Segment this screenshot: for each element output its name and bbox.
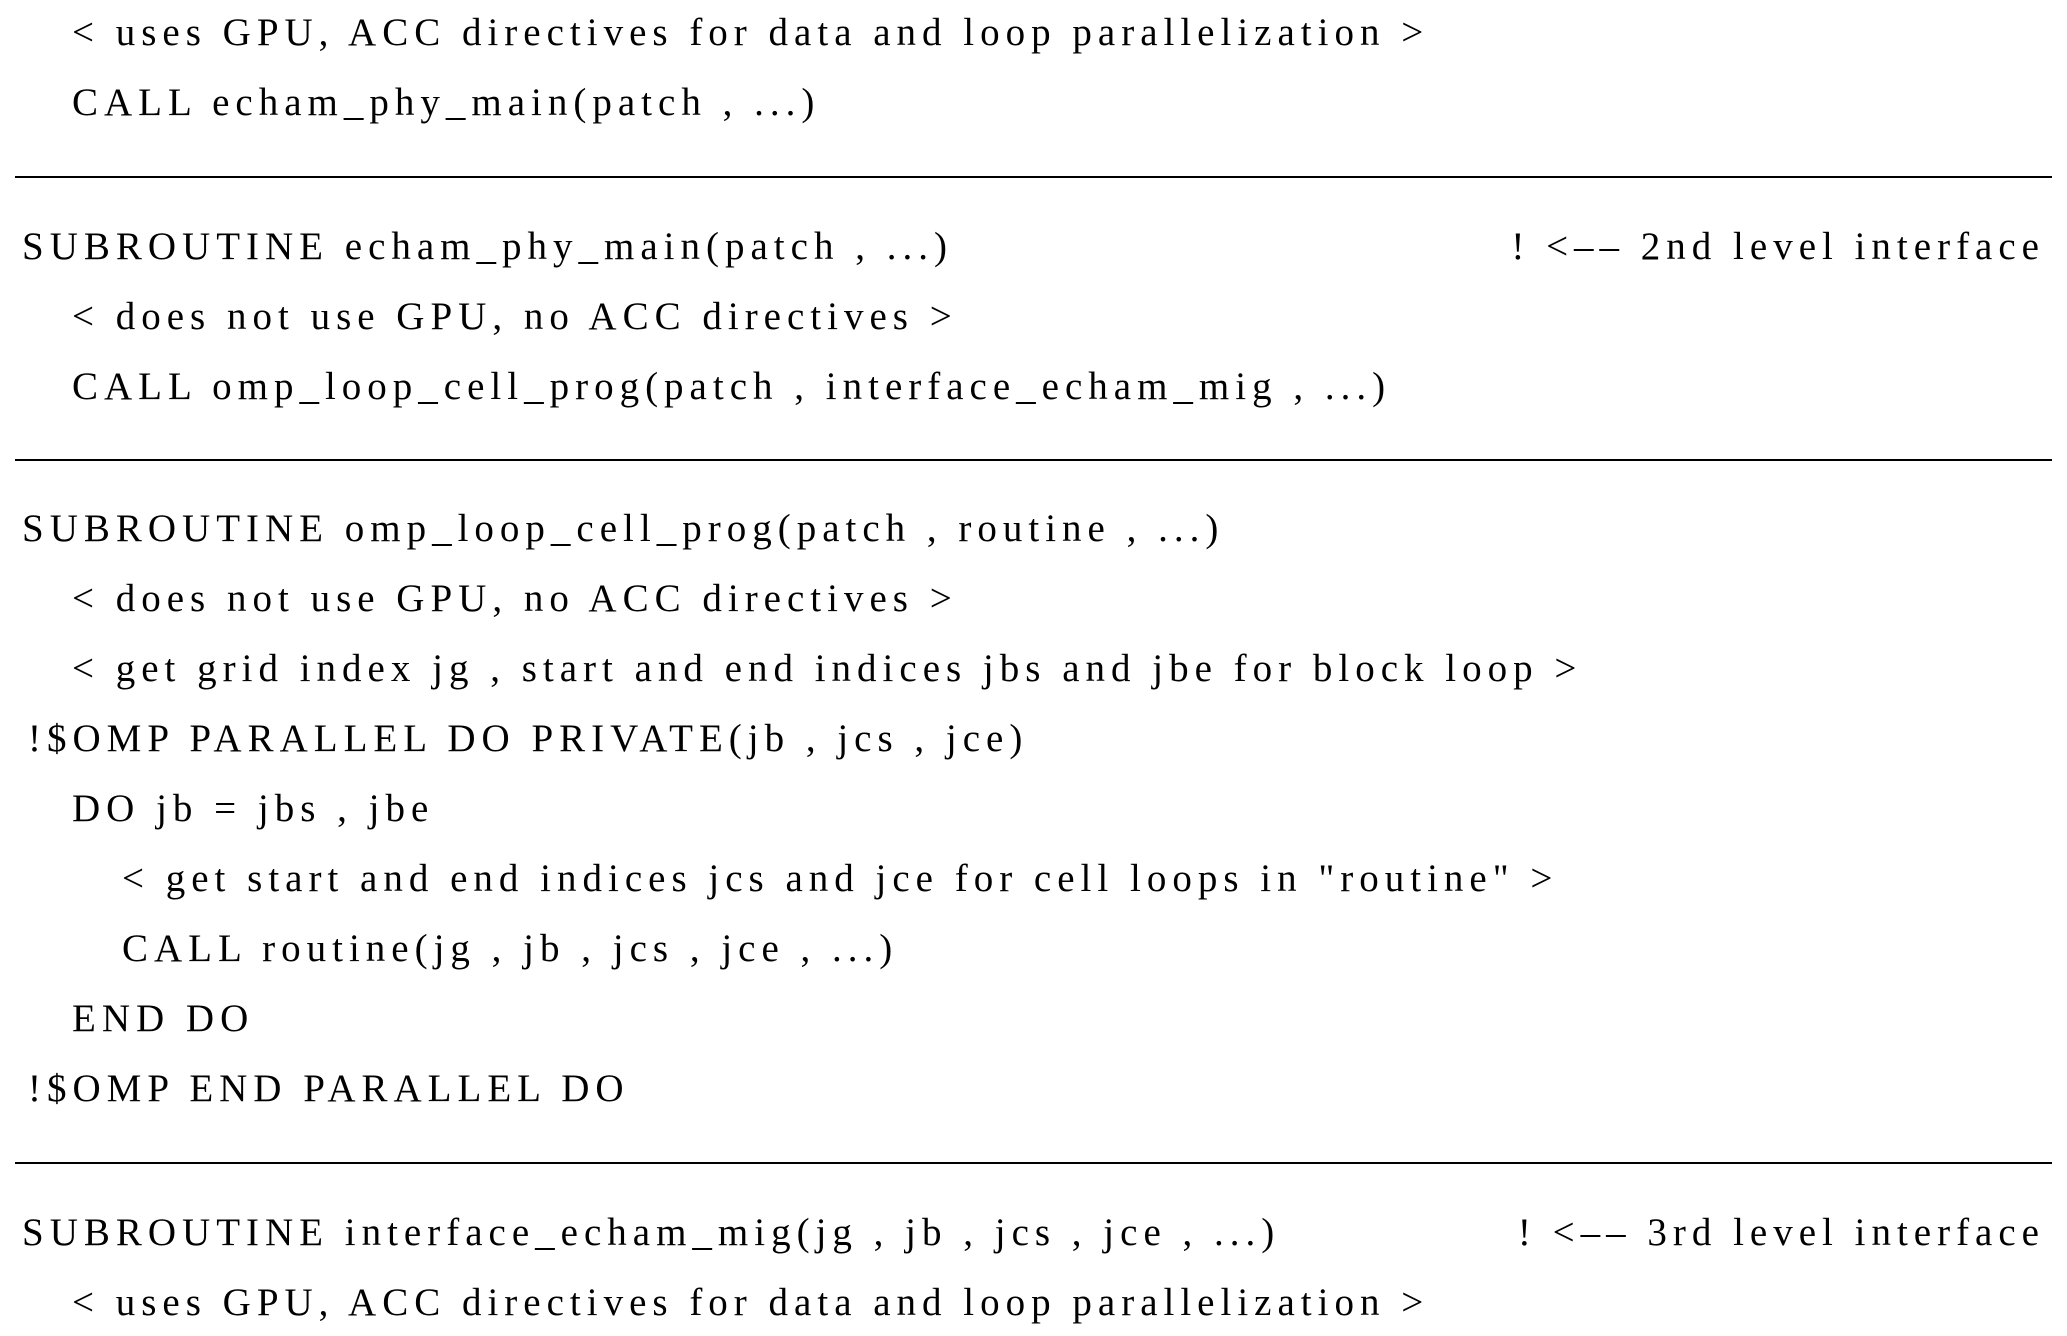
code-line-no-gpu-1: < does not use GPU, no ACC directives > [72,295,958,338]
code-line-do-jb: DO jb = jbs , jbe [72,787,435,830]
code-line-call-routine: CALL routine(jg , jb , jcs , jce , ...) [122,927,899,970]
code-line-end-do: END DO [72,997,255,1040]
code-line-uses-gpu-2: < uses GPU, ACC directives for data and loop parallelization > [72,1281,1430,1324]
code-line-subroutine-omp-loop-cell-prog: SUBROUTINE omp_loop_cell_prog(patch , routine , ...) [22,507,1225,550]
code-line-no-gpu-2: < does not use GPU, no ACC directives > [72,577,958,620]
code-comment-2nd-level-interface: ! <–– 2nd level interface [1511,225,2045,268]
code-line-omp-end-parallel-do: !$OMP END PARALLEL DO [28,1067,630,1110]
code-comment-3rd-level-interface: ! <–– 3rd level interface [1517,1211,2045,1254]
section-divider-2 [15,459,2052,461]
code-line-get-grid-index: < get grid index jg , start and end indices jbs and jbe for block loop > [72,647,1583,690]
section-divider-3 [15,1162,2052,1164]
code-line-subroutine-echam-phy-main: SUBROUTINE echam_phy_main(patch , ...) [22,225,953,268]
code-line-call-omp-loop-cell-prog: CALL omp_loop_cell_prog(patch , interface_echam_mig , ...) [72,365,1392,408]
code-line-call-echam-phy-main: CALL echam_phy_main(patch , ...) [72,81,821,124]
code-line-omp-parallel-do: !$OMP PARALLEL DO PRIVATE(jb , jcs , jce) [28,717,1029,760]
code-line-get-start-end-indices: < get start and end indices jcs and jce for cell loops in "routine" > [122,857,1559,900]
code-line-uses-gpu-1: < uses GPU, ACC directives for data and loop parallelization > [72,11,1430,54]
section-divider-1 [15,176,2052,178]
code-line-subroutine-interface-echam-mig: SUBROUTINE interface_echam_mig(jg , jb , jcs , jce , ...) [22,1211,1281,1254]
